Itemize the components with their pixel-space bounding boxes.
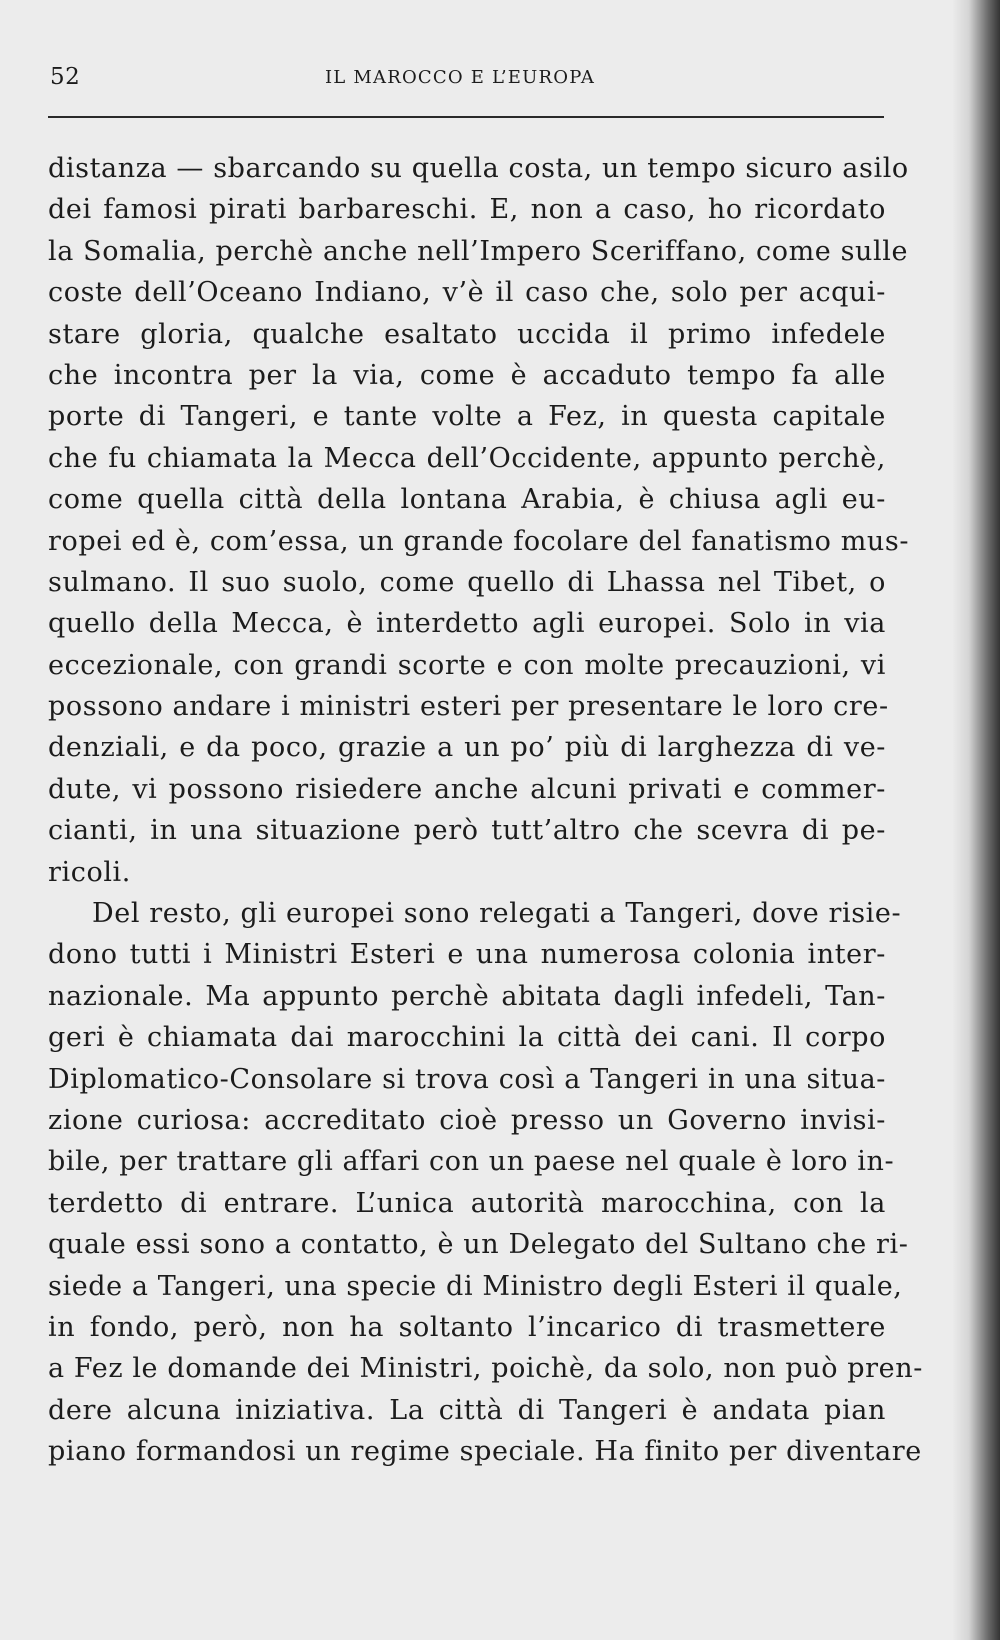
running-title: IL MAROCCO E L’EUROPA [325, 67, 596, 88]
text-line: geri è chiamata dai marocchini la città dei cani. Il corpo [48, 1022, 886, 1054]
text-line: stare gloria, qualche esaltato uccida il primo infedele [48, 318, 886, 350]
text-line: ricoli. [48, 856, 131, 888]
page-number: 52 [50, 64, 81, 90]
text-line: terdetto di entrare. L’unica autorità marocchina, con la [48, 1187, 886, 1219]
text-line: coste dell’Oceano Indiano, v’è il caso che, solo per acqui- [48, 277, 886, 309]
text-line: a Fez le domande dei Ministri, poichè, da solo, non può pren- [48, 1353, 923, 1385]
body-text [48, 148, 923, 1473]
text-line: porte di Tangeri, e tante volte a Fez, in questa capitale [48, 401, 886, 433]
text-line: ropei ed è, com’essa, un grande focolare del fanatismo mus- [48, 525, 910, 557]
text-line: piano formandosi un regime speciale. Ha finito per diventare [48, 1436, 922, 1468]
text-line: dute, vi possono risiedere anche alcuni privati e commer- [48, 773, 886, 805]
text-line: dono tutti i Ministri Esteri e una numerosa colonia inter- [48, 939, 886, 971]
text-line: sulmano. Il suo suolo, come quello di Lhassa nel Tibet, o [48, 566, 886, 598]
text-line: distanza — sbarcando su quella costa, un tempo sicuro asilo [48, 153, 909, 184]
text-line: nazionale. Ma appunto perchè abitata dagli infedeli, Tan- [48, 980, 886, 1012]
page-header [50, 64, 886, 94]
text-line: cianti, in una situazione però tutt’altro che scevra di pe- [48, 815, 886, 847]
text-line: denziali, e da poco, grazie a un po’ più di larghezza di ve- [48, 732, 886, 764]
text-line: come quella città della lontana Arabia, è chiusa agli eu- [48, 484, 886, 516]
binding-shadow [952, 0, 1000, 1640]
text-line: dei famosi pirati barbareschi. E, non a caso, ho ricordato [48, 194, 886, 226]
text-line: che fu chiamata la Mecca dell’Occidente, appunto perchè, [48, 442, 886, 474]
text-line: possono andare i ministri esteri per presentare le loro cre- [48, 691, 889, 723]
text-line: che incontra per la via, come è accaduto tempo fa alle [48, 359, 886, 391]
text-line: la Somalia, perchè anche nell’Impero Sceriffano, come sulle [48, 235, 909, 267]
text-line: Diplomatico-Consolare si trova così a Tangeri in una situa- [48, 1063, 886, 1095]
text-line: bile, per trattare gli affari con un paese nel quale è loro in- [48, 1146, 895, 1178]
text-line: quale essi sono a contatto, è un Delegato del Sultano che ri- [48, 1229, 909, 1261]
text-line: quello della Mecca, è interdetto agli europei. Solo in via [48, 608, 886, 640]
text-line: zione curiosa: accreditato cioè presso un Governo invisi- [48, 1104, 886, 1136]
text-line: siede a Tangeri, una specie di Ministro degli Esteri il quale, [48, 1270, 903, 1302]
header-rule [48, 116, 884, 118]
text-line: eccezionale, con grandi scorte e con molte precauzioni, vi [48, 649, 886, 681]
text-line: in fondo, però, non ha soltanto l’incarico di trasmettere [48, 1311, 886, 1343]
text-line: Del resto, gli europei sono relegati a Tangeri, dove risie- [92, 898, 902, 930]
text-line: dere alcuna iniziativa. La città di Tangeri è andata pian [48, 1394, 886, 1426]
